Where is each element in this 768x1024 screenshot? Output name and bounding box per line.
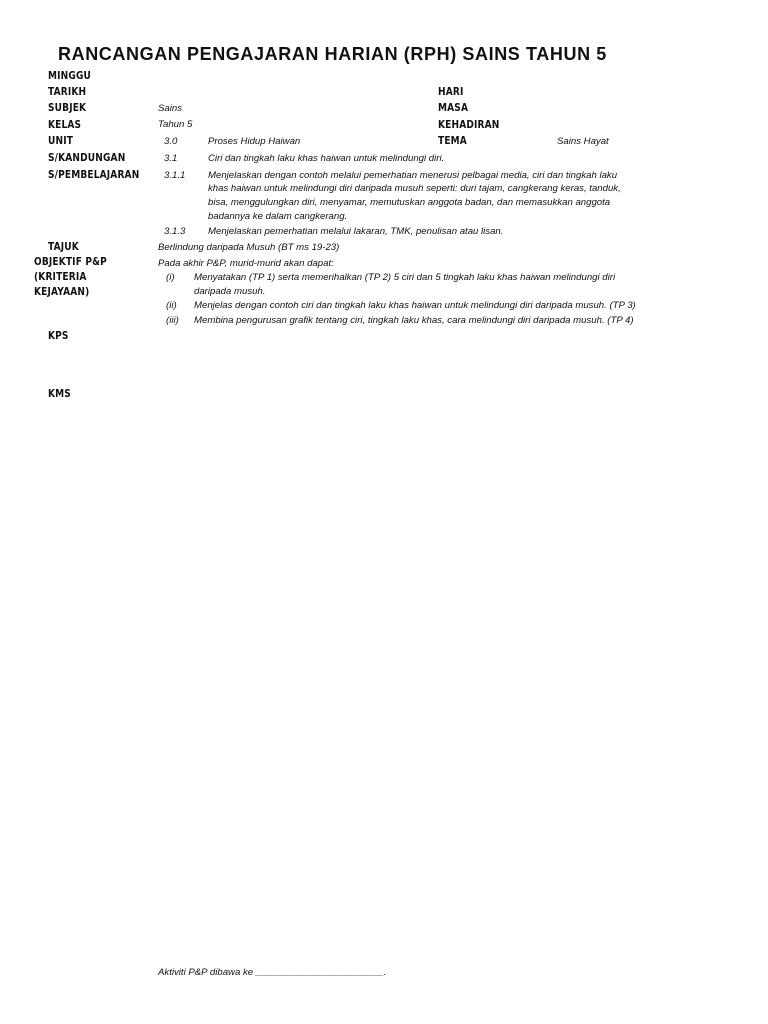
label-minggu: MINGGU (48, 69, 91, 82)
page-title: RANCANGAN PENGAJARAN HARIAN (RPH) SAINS TAHUN 5 (58, 44, 607, 64)
label-unit: UNIT (48, 134, 74, 147)
label-kehadiran: KEHADIRAN (438, 118, 500, 131)
sp1-line-4: badannya ke dalam cangkerang. (208, 211, 348, 222)
sp1-line-3: bisa, menggulungkan diri, menyamar, memutuskan anggota badan, dan memasukkan anggota (208, 197, 611, 208)
label-subjek: SUBJEK (48, 101, 87, 114)
sp1-line-1: Menjelaskan dengan contoh melalui pemerhatian menerusi pelbagai media, ciri dan tingkah laku (208, 170, 618, 181)
objektif-1-line-2: daripada musuh. (194, 286, 266, 297)
tema-value: Sains Hayat (557, 136, 609, 147)
objektif-2-number: (ii) (166, 300, 177, 311)
label-spembelajaran: S/PEMBELAJARAN (48, 168, 140, 181)
label-kps: KPS (48, 329, 69, 342)
label-kejayaan: KEJAYAAN) (34, 285, 90, 298)
subjek-value: Sains (158, 103, 182, 114)
label-hari: HARI (438, 85, 464, 98)
sk-number: 3.1 (164, 153, 178, 164)
label-kriteria: (KRITERIA (34, 270, 87, 283)
objektif-2-text: Menjelas dengan contoh ciri dan tingkah laku khas haiwan untuk melindungi diri daripada musuh. (TP 3) (194, 300, 636, 311)
objektif-3-text: Membina pengurusan grafik tentang ciri, tingkah laku khas, cara melindungi diri daripada musuh. (TP 4) (194, 315, 634, 326)
sp2-text: Menjelaskan pemerhatian melalui lakaran, TMK, penulisan atau lisan. (208, 226, 504, 237)
label-kelas: KELAS (48, 118, 82, 131)
label-tajuk: TAJUK (48, 240, 79, 253)
label-skandungan: S/KANDUNGAN (48, 151, 126, 164)
objektif-1-line-1: Menyatakan (TP 1) serta memerihalkan (TP 2) 5 ciri dan 5 tingkah laku khas haiwan melindungi diri (194, 272, 616, 283)
sp1-line-2: khas haiwan untuk melindungi diri daripada musuh seperti: duri tajam, cangkerang keras, tanduk, (208, 183, 621, 194)
label-masa: MASA (438, 101, 469, 114)
unit-name: Proses Hidup Haiwan (208, 136, 301, 147)
unit-number: 3.0 (164, 136, 178, 147)
objektif-1-number: (i) (166, 272, 175, 283)
kelas-value: Tahun 5 (158, 119, 193, 130)
footer-note: Aktiviti P&P dibawa ke ________________________. (158, 967, 387, 978)
sp2-number: 3.1.3 (164, 226, 186, 237)
label-tema: TEMA (438, 134, 467, 147)
label-tarikh: TARIKH (48, 85, 87, 98)
sp1-number: 3.1.1 (164, 170, 186, 181)
objektif-3-number: (iii) (166, 315, 179, 326)
label-objektif: OBJEKTIF P&P (34, 255, 107, 268)
tajuk-value: Berlindung daripada Musuh (BT ms 19-23) (158, 242, 340, 253)
objektif-intro: Pada akhir P&P, murid-murid akan dapat: (158, 258, 334, 269)
label-kms: KMS (48, 387, 71, 400)
sk-text: Ciri dan tingkah laku khas haiwan untuk melindungi diri. (208, 153, 445, 164)
